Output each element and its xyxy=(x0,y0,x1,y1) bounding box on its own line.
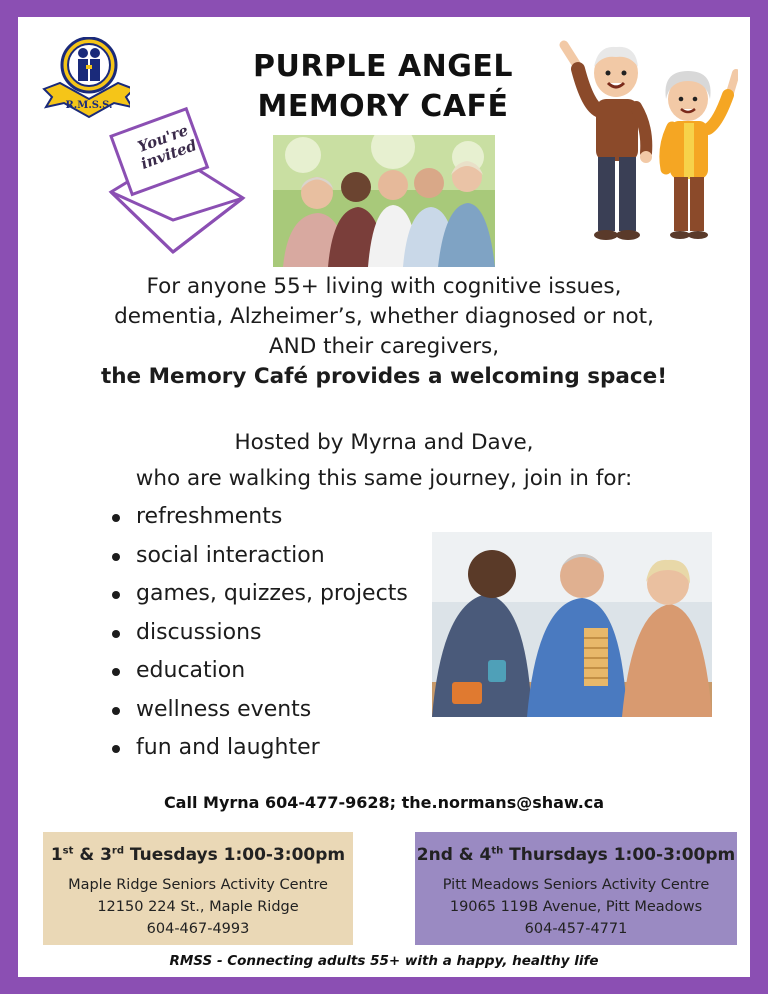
venue-phone: 604-467-4993 xyxy=(146,921,250,937)
footer-tagline: RMSS - Connecting adults 55+ with a happy, healthy life xyxy=(169,953,599,969)
list-item: fun and laughter xyxy=(104,729,408,768)
venue-address: 19065 119B Avenue, Pitt Meadows xyxy=(449,899,703,915)
venue-phone: 604-457-4771 xyxy=(524,921,628,937)
intro-line-3: AND their caregivers, xyxy=(268,334,500,359)
intro-highlight: the Memory Café provides a welcoming space! xyxy=(100,364,668,389)
invite-text: You're invited xyxy=(135,121,200,173)
title-line-1: PURPLE ANGEL xyxy=(252,49,514,84)
title-line-2: MEMORY CAFÉ xyxy=(257,89,509,124)
intro-text xyxy=(18,272,750,392)
location-box-maple-ridge xyxy=(43,832,353,945)
intro-line-2: dementia, Alzheimer’s, whether diagnosed or not, xyxy=(114,304,654,329)
logo-text: R.M.S.S. xyxy=(65,100,113,111)
list-item: social interaction xyxy=(104,537,408,576)
flyer-page xyxy=(18,17,750,977)
location-box-pitt-meadows xyxy=(415,832,737,945)
list-item: refreshments xyxy=(104,498,408,537)
venue-name: Pitt Meadows Seniors Activity Centre xyxy=(442,877,710,893)
list-item: education xyxy=(104,652,408,691)
intro-line-1: For anyone 55+ living with cognitive issues, xyxy=(146,274,622,299)
seniors-group-photo xyxy=(273,135,495,267)
schedule-heading: 1st & 3rd Tuesdays 1:00-3:00pm xyxy=(50,845,346,865)
seniors-playing-game-photo xyxy=(432,532,712,717)
hosted-line-2: who are walking this same journey, join in for: xyxy=(135,466,633,491)
schedule-heading: 2nd & 4th Thursdays 1:00-3:00pm xyxy=(416,845,736,865)
invitation-envelope xyxy=(103,102,248,257)
waving-seniors-cartoon xyxy=(558,37,738,252)
list-item: games, quizzes, projects xyxy=(104,575,408,614)
hosted-line-1: Hosted by Myrna and Dave, xyxy=(234,430,534,455)
list-item: discussions xyxy=(104,614,408,653)
hosted-text xyxy=(18,425,750,497)
activities-list xyxy=(104,498,408,768)
venue-name: Maple Ridge Seniors Activity Centre xyxy=(68,877,328,893)
contact-line: Call Myrna 604-477-9628; the.normans@shaw.ca xyxy=(163,793,605,812)
venue-address: 12150 224 St., Maple Ridge xyxy=(97,899,299,915)
list-item: wellness events xyxy=(104,691,408,730)
page-title xyxy=(238,47,528,127)
